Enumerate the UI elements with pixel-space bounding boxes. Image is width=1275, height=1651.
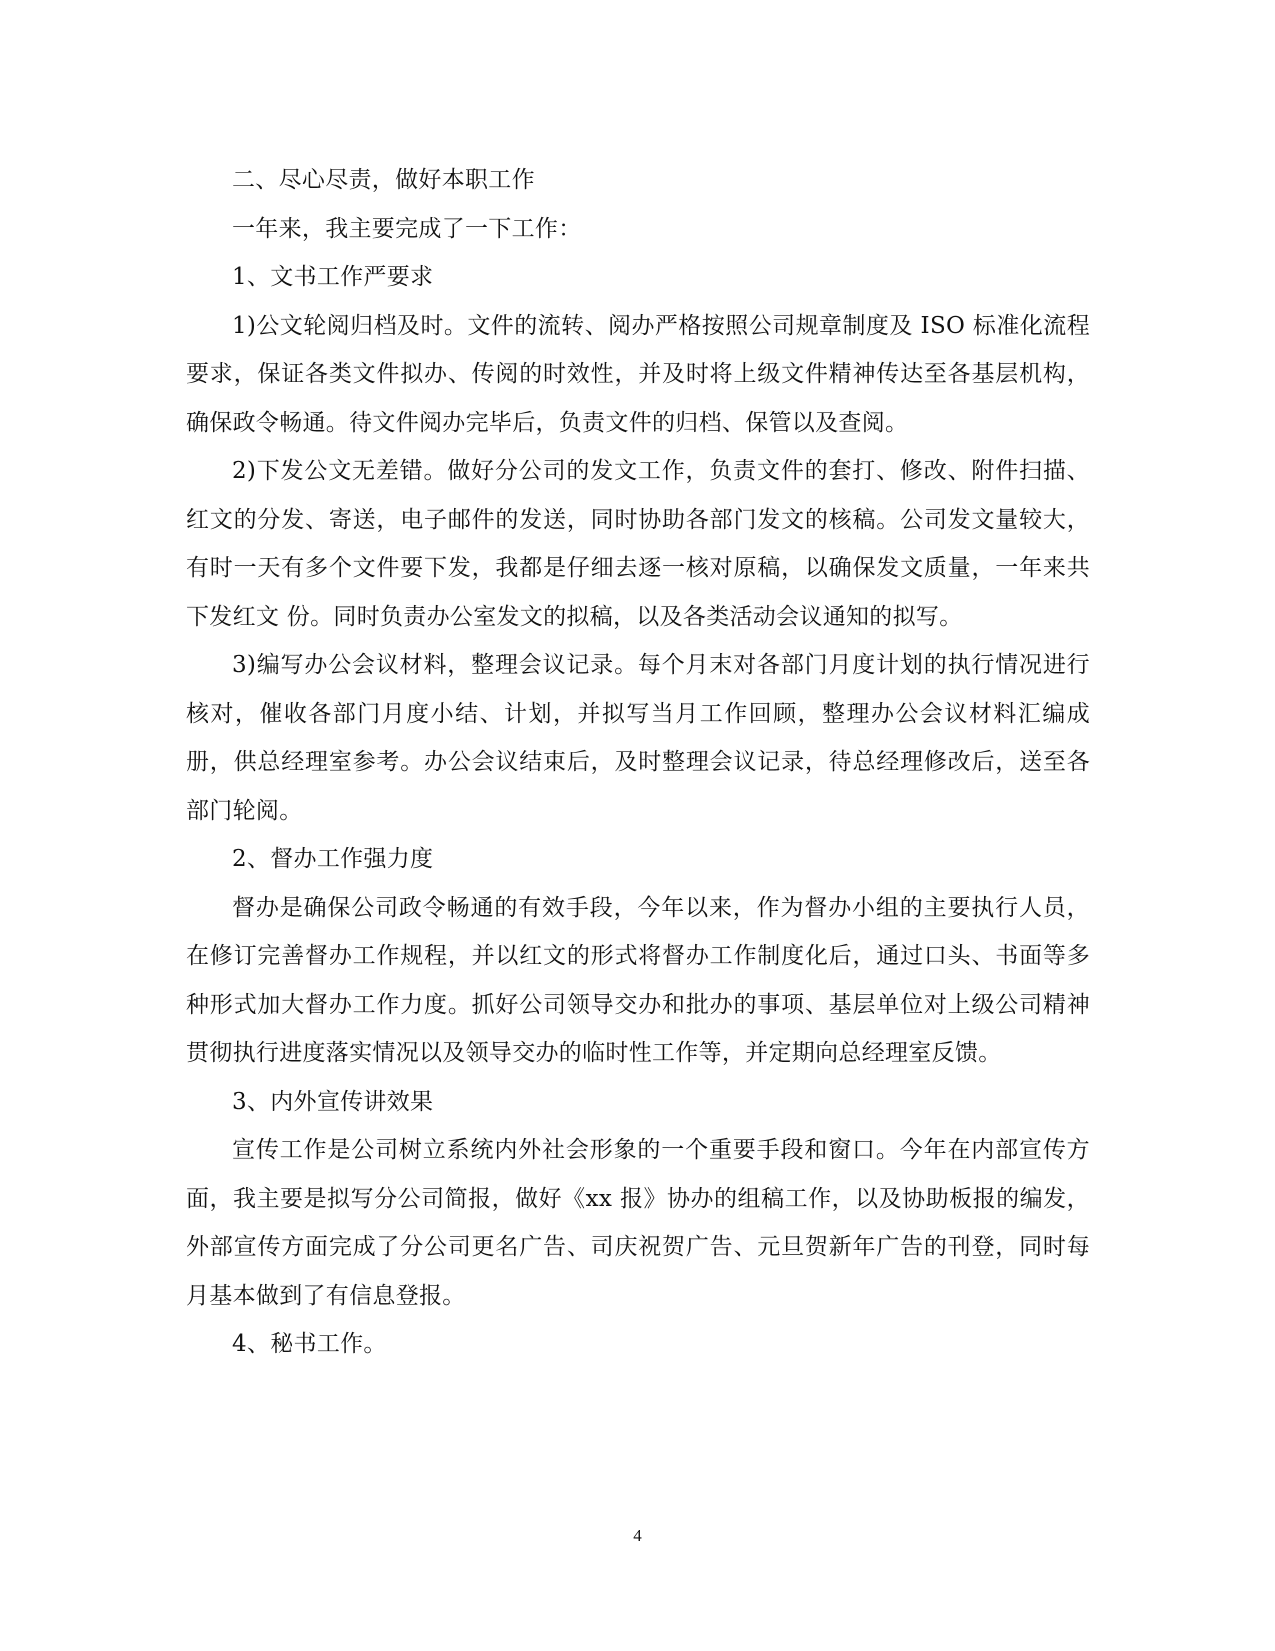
document-body — [186, 156, 1090, 1369]
subheading-document-work: 1、文书工作严要求 — [232, 264, 434, 290]
section-heading-2: 二、尽心尽责，做好本职工作 — [232, 167, 535, 193]
paragraph-issuing-documents: 2)下发公文无差错。做好分公司的发文工作，负责文件的套打、修改、附件扫描、红文的分发、寄送，电子邮件的发送，同时协助各部门发文的核稿。公司发文量较大，有时一天有多个文件要下发，我都是仔细去逐一核对原稿，以确保发文质量，一年来共下发红文 份。同时负责办公室发文的拟稿，以及各类活动会议通知的拟写。 — [186, 458, 1090, 630]
paragraph-meeting-materials: 3)编写办公会议材料，整理会议记录。每个月末对各部门月度计划的执行情况进行核对，催收各部门月度小结、计划，并拟写当月工作回顾，整理办公会议材料汇编成册，供总经理室参考。办公会议结束后，及时整理会议记录，待总经理修改后，送至各部门轮阅。 — [186, 652, 1090, 824]
page-number: 4 — [633, 1526, 642, 1545]
intro-paragraph: 一年来，我主要完成了一下工作： — [232, 215, 582, 242]
subheading-supervision: 2、督办工作强力度 — [232, 846, 434, 872]
paragraph-archiving: 1)公文轮阅归档及时。文件的流转、阅办严格按照公司规章制度及 ISO 标准化流程要求，保证各类文件拟办、传阅的时效性，并及时将上级文件精神传达至各基层机构，确保政令畅通。待文件阅办完毕后，负责文件的归档、保管以及查阅。 — [186, 312, 1090, 436]
subheading-secretary-work: 4、秘书工作。 — [232, 1331, 387, 1357]
subheading-publicity: 3、内外宣传讲效果 — [232, 1088, 434, 1115]
paragraph-supervision: 督办是确保公司政令畅通的有效手段，今年以来，作为督办小组的主要执行人员，在修订完善督办工作规程，并以红文的形式将督办工作制度化后，通过口头、书面等多种形式加大督办工作力度。抓好公司领导交办和批办的事项、基层单位对上级公司精神贯彻执行进度落实情况以及领导交办的临时性工作等，并定期向总经理室反馈。 — [186, 894, 1090, 1066]
paragraph-publicity: 宣传工作是公司树立系统内外社会形象的一个重要手段和窗口。今年在内部宣传方面，我主要是拟写分公司简报，做好《xx 报》协办的组稿工作，以及协助板报的编发，外部宣传方面完成了分公司更名广告、司庆祝贺广告、元旦贺新年广告的刊登，同时每月基本做到了有信息登报。 — [186, 1137, 1090, 1309]
